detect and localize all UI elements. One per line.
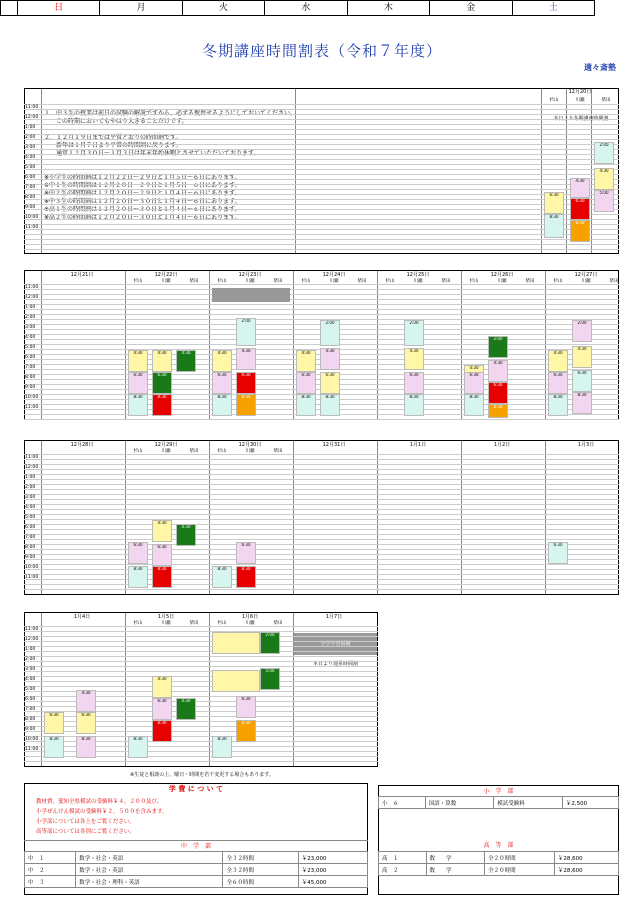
- week3-date: 1月3日: [577, 442, 595, 448]
- grid-line: [24, 144, 619, 145]
- time-label: 12:00: [25, 295, 39, 300]
- time-label: 3:00: [25, 145, 36, 150]
- lesson-block: 6:30: [464, 372, 484, 394]
- lesson-block: 5:00: [260, 668, 280, 690]
- grid-line: [24, 104, 619, 105]
- grid-line: [24, 459, 619, 460]
- grid-line: [24, 154, 619, 155]
- lesson-block: 6:30: [152, 544, 172, 566]
- grid-line: [24, 661, 378, 662]
- week4-date: 1月7日: [325, 614, 343, 620]
- time-label: 1:00: [25, 647, 36, 652]
- grid-line: [24, 504, 619, 505]
- grid-line: [24, 304, 619, 305]
- grid-line: [24, 656, 378, 657]
- sub-name: 柴田: [273, 449, 283, 454]
- jh-fee-table: [24, 851, 368, 888]
- grid-line: [24, 681, 378, 682]
- grid-line: [24, 564, 619, 565]
- grid-line: [24, 589, 619, 590]
- hs-fee-table: [378, 851, 619, 876]
- time-label: 6:00: [25, 697, 36, 702]
- lesson-block: 5:00: [594, 190, 614, 212]
- grid-line: [24, 519, 619, 520]
- time-label: 10:00: [25, 395, 39, 400]
- table-row: 高 １ 数 学 全２０時間 ￥28,600: [379, 852, 619, 864]
- sub-name: 柴田: [273, 621, 283, 626]
- grid-line: [24, 194, 619, 195]
- fee-line: 小学部については各上をご覧ください。: [36, 819, 135, 825]
- time-label: 11:00: [25, 405, 39, 410]
- lesson-block: 4:30: [464, 365, 484, 387]
- sub-name: 柴田: [441, 279, 451, 284]
- time-label: 12:00: [25, 637, 39, 642]
- day-fri: 金: [429, 1, 511, 15]
- grid-line: [24, 299, 619, 300]
- fee-line: 教材費、愛知全県模試の受験料￥４，２００及び、: [36, 799, 163, 805]
- grid-line: [24, 214, 619, 215]
- lesson-block: 2:00: [404, 320, 424, 346]
- lesson-block: 2:00: [236, 318, 256, 346]
- lesson-block: 8:30: [320, 394, 340, 416]
- grid-line: [24, 499, 619, 500]
- time-label: 8:00: [25, 717, 36, 722]
- lesson-block: 4:30: [152, 676, 172, 698]
- week1-date: 12月20日: [568, 89, 592, 95]
- grid-line: [24, 514, 619, 515]
- grid-line: [24, 676, 378, 677]
- sub-name: 杉山: [217, 279, 227, 284]
- table-row: 中 ３ 数学・社会・理科・英語 全６０時間 ￥45,000: [25, 876, 368, 888]
- time-label: 11:00: [25, 285, 39, 290]
- grid-line: [24, 554, 619, 555]
- grid-line: [24, 584, 619, 585]
- lesson-block: 8:30: [128, 566, 148, 588]
- sub-name: 川瀬: [245, 449, 255, 454]
- time-label: 8:00: [25, 195, 36, 200]
- lesson-block: 6:30: [76, 712, 96, 734]
- time-label: 11:00: [25, 747, 39, 752]
- lesson-block: 8:30: [152, 394, 172, 416]
- grid-line: [24, 464, 619, 465]
- grid-line: [24, 209, 619, 210]
- time-label: 11:00: [25, 627, 39, 632]
- lesson-block: 4:30: [594, 168, 614, 190]
- grid-line: [24, 204, 619, 205]
- sub-name: 柴田: [609, 279, 619, 284]
- sub-name: 杉山: [217, 621, 227, 626]
- time-label: 3:00: [25, 495, 36, 500]
- week2-date: 12月25日: [406, 272, 430, 278]
- time-label: 11:00: [25, 455, 39, 460]
- grid-line: [24, 469, 619, 470]
- time-label: 8:00: [25, 545, 36, 550]
- grid-line: [24, 419, 619, 420]
- grid-line: [24, 454, 619, 455]
- time-label: 11:00: [25, 105, 39, 110]
- week3-date: 12月28日: [70, 442, 94, 448]
- sub-name: 川瀬: [581, 279, 591, 284]
- grid-line: [24, 159, 619, 160]
- time-label: 7:00: [25, 707, 36, 712]
- lesson-block: 4:30: [76, 690, 96, 712]
- sub-name: 川瀬: [161, 279, 171, 284]
- day-thu: 木: [347, 1, 429, 15]
- lesson-block: 6:30: [488, 382, 508, 404]
- time-label: 12:00: [25, 115, 39, 120]
- week3-date: 12月30日: [238, 442, 262, 448]
- grid-line: [24, 239, 619, 240]
- sub-name: 川瀬: [413, 279, 423, 284]
- grid-line: [24, 626, 378, 627]
- time-label: 9:00: [25, 205, 36, 210]
- grid-line: [24, 234, 619, 235]
- day-tue: 火: [182, 1, 264, 15]
- time-label: 6:00: [25, 525, 36, 530]
- week1-sub-3: 柴田: [601, 98, 611, 103]
- grid-line: [24, 169, 619, 170]
- week1-label: 本日より冬期講座時間割: [553, 116, 609, 122]
- time-label: 9:00: [25, 555, 36, 560]
- time-label: 11:00: [25, 225, 39, 230]
- grid-line: [24, 294, 619, 295]
- time-label: 5:00: [25, 687, 36, 692]
- lesson-block: 8:30: [236, 394, 256, 416]
- week4-date: 1月6日: [241, 614, 259, 620]
- week2-date: 12月24日: [322, 272, 346, 278]
- grid-line: [24, 559, 619, 560]
- grid-line: [24, 164, 619, 165]
- time-label: 5:00: [25, 345, 36, 350]
- time-label: 11:00: [25, 575, 39, 580]
- sub-name: 柴田: [189, 449, 199, 454]
- lesson-block: 6:30: [44, 712, 64, 734]
- lesson-block: 4:30: [296, 350, 316, 372]
- grid-line: [24, 119, 619, 120]
- el-fee-table: [378, 796, 619, 809]
- sub-name: 柴田: [189, 279, 199, 284]
- time-label: 9:00: [25, 727, 36, 732]
- lesson-block: 2:00: [260, 632, 280, 654]
- grid-line: [24, 224, 619, 225]
- fee-line: 高等部については各別にご覧ください。: [36, 829, 135, 835]
- lesson-block: 6:30: [404, 372, 424, 394]
- week1-sub-1: 杉山: [549, 98, 559, 103]
- lesson-block: 8:30: [464, 394, 484, 416]
- time-label: 2:00: [25, 315, 36, 320]
- lesson-block: 8:30: [128, 394, 148, 416]
- time-label: 12:00: [25, 465, 39, 470]
- week3-date: 12月29日: [154, 442, 178, 448]
- time-label: 4:00: [25, 335, 36, 340]
- time-label: 1:00: [25, 475, 36, 480]
- grid-line: [24, 179, 619, 180]
- lesson-block: 6:30: [572, 370, 592, 392]
- grid-line: [24, 479, 619, 480]
- lesson-block: 8:30: [572, 392, 592, 414]
- week2-date: 12月27日: [574, 272, 598, 278]
- lesson-block: 2:00: [488, 336, 508, 358]
- lesson-block: 8:30: [544, 214, 564, 238]
- grid-line: [24, 124, 619, 125]
- time-label: 10:00: [25, 737, 39, 742]
- time-label: 2:00: [25, 657, 36, 662]
- grid-line: [24, 314, 619, 315]
- day-sun: 日: [17, 1, 99, 15]
- week2-date: 12月23日: [238, 272, 262, 278]
- time-label: 3:00: [25, 325, 36, 330]
- grid-line: [24, 149, 619, 150]
- sub-name: 杉山: [385, 279, 395, 284]
- time-label: 1:00: [25, 125, 36, 130]
- time-label: 5:00: [25, 515, 36, 520]
- lesson-block: 4:30: [176, 524, 196, 546]
- grid-line: [24, 174, 619, 175]
- lesson-block: 2:00: [320, 320, 340, 346]
- time-label: 3:00: [25, 667, 36, 672]
- time-label: 1:00: [25, 305, 36, 310]
- grid-line: [24, 199, 619, 200]
- grid-line: [24, 109, 619, 110]
- lesson-block: 4:30: [572, 346, 592, 368]
- lesson-block: 8:30: [570, 220, 590, 242]
- lesson-block: 6:30: [548, 542, 568, 564]
- grid-line: [24, 761, 378, 762]
- grid-line: [24, 549, 619, 550]
- sub-name: 杉山: [133, 449, 143, 454]
- sub-name: 川瀬: [245, 279, 255, 284]
- grid-line: [24, 539, 619, 540]
- time-label: 6:00: [25, 175, 36, 180]
- weekday-header: [0, 0, 595, 16]
- grid-line: [24, 636, 378, 637]
- time-label: 4:00: [25, 677, 36, 682]
- lesson-block: 6:30: [544, 192, 564, 214]
- lesson-block: 8:30: [404, 394, 424, 416]
- grid-line: [24, 524, 619, 525]
- grid-line: [24, 651, 378, 652]
- lesson-block: 8:30: [236, 566, 256, 588]
- lesson-block: 8:30: [76, 736, 96, 758]
- grid-line: [24, 219, 619, 220]
- fees-lines: [36, 797, 168, 837]
- lesson-block: 6:30: [296, 372, 316, 394]
- grid-line: [24, 249, 619, 250]
- week2-date: 12月21日: [70, 272, 94, 278]
- el-title: 小 学 部: [483, 788, 514, 795]
- lesson-block: 8:30: [548, 394, 568, 416]
- lesson-block: 4:30: [176, 350, 196, 372]
- table-row: 中 ２ 数学・社会・英語 全３２時間 ￥23,000: [25, 864, 368, 876]
- day-mon: 月: [99, 1, 181, 15]
- grid-line: [24, 229, 619, 230]
- lesson-block: 6:30: [236, 372, 256, 394]
- time-label: 4:00: [25, 155, 36, 160]
- sub-name: 杉山: [553, 279, 563, 284]
- time-label: 9:00: [25, 385, 36, 390]
- lesson-block: 4:30: [152, 520, 172, 542]
- time-label: 7:00: [25, 185, 36, 190]
- week4-date: 1月5日: [157, 614, 175, 620]
- lesson-block: 8:30: [44, 736, 64, 758]
- hs-title: 高 等 部: [483, 842, 514, 849]
- mock-block: [212, 632, 260, 654]
- lesson-block: 6:30: [548, 372, 568, 394]
- grid-line: [24, 666, 378, 667]
- lesson-block: 4:30: [320, 348, 340, 370]
- table-row: 中 １ 数学・社会・英語 全３２時間 ￥23,000: [25, 852, 368, 864]
- fees-title: 学 費 に つ い て: [168, 785, 224, 793]
- grid-line: [24, 579, 619, 580]
- grid-line: [24, 284, 619, 285]
- sub-name: 川瀬: [161, 621, 171, 626]
- sub-name: 杉山: [301, 279, 311, 284]
- grid-line: [24, 509, 619, 510]
- week2-date: 12月22日: [154, 272, 178, 278]
- time-label: 2:00: [25, 135, 36, 140]
- week4-mock-label: 小学学習模擬: [294, 633, 377, 655]
- notes-text: １．中３生の授業は前日の試験の解説ですから、必ずる復習せるようにしておいてください。 この時期においてもやはり大きることだけです。 ２．１２月１９日までは平常どおりの時間割です。 新年は１月７日より平常の時間割に戻ります。 通常１２月３０日～１月３日は年末年始休暇とさせていただいております。 ※小学生の時間割は１２月２２日～２９日と１月５日～６日にあります。 ※中１生の時間割は１２月２０日～２９日と１月５日～６日にあります。 ※中２生の時間割は１２月２０日～２９日と１月４日～６日にあります。 ※中３生の時間割は１２月２０日～３０日と１月４日～６日にあります。 ※高１生の時間割は１２月２０日～３０日と１月４日～６日にあります。 ※高２生の時間割は１２月２０日～３０日と１月４日～６日にあります。: [44, 110, 297, 221]
- grid-line: [24, 686, 378, 687]
- sub-name: 柴田: [189, 621, 199, 626]
- time-label: 10:00: [25, 215, 39, 220]
- time-label: 5:00: [25, 165, 36, 170]
- table-row: 小 ６ 国語・算数 模試受験料 ￥2,500: [379, 797, 619, 809]
- lesson-block: 6:30: [236, 542, 256, 564]
- week3-date: 12月31日: [322, 442, 346, 448]
- lesson-block: 4:30: [488, 360, 508, 382]
- lesson-block: 4:30: [212, 350, 232, 372]
- grid-line: [24, 184, 619, 185]
- lesson-block: 6:30: [570, 198, 590, 220]
- lesson-block: 6:30: [128, 372, 148, 394]
- fee-line: 小学ぜんけん模試の受験料￥２，５００を含みます。: [36, 809, 168, 815]
- lesson-block: 6:30: [152, 698, 172, 720]
- lesson-block: 6:30: [128, 542, 148, 564]
- grid-line: [24, 129, 619, 130]
- sub-name: 柴田: [525, 279, 535, 284]
- grid-line: [24, 134, 619, 135]
- table-row: 高 ２ 数 学 全２０時間 ￥28,600: [379, 864, 619, 876]
- time-label: 7:00: [25, 365, 36, 370]
- lesson-block: 8:30: [236, 720, 256, 742]
- lesson-block: 8:30: [128, 736, 148, 758]
- sub-name: 川瀬: [329, 279, 339, 284]
- time-label: 2:00: [25, 485, 36, 490]
- lesson-block: 4:30: [176, 698, 196, 720]
- grid-line: [24, 114, 619, 115]
- lesson-block: 8:30: [152, 720, 172, 742]
- sub-name: 柴田: [357, 279, 367, 284]
- day-wed: 水: [264, 1, 346, 15]
- grid-line: [24, 534, 619, 535]
- lesson-block: 8:30: [296, 394, 316, 416]
- lesson-block: 8:30: [212, 736, 232, 758]
- footer-note: ※生徒と相談の上、曜日・時間を若干変更する場合もあります。: [130, 772, 274, 778]
- lesson-block: 2:00: [572, 320, 592, 342]
- grid-line: [24, 474, 619, 475]
- grid-line: [24, 631, 378, 632]
- time-label: 10:00: [25, 565, 39, 570]
- grid-line: [24, 489, 619, 490]
- lesson-block: 6:30: [236, 696, 256, 718]
- grid-line: [24, 189, 619, 190]
- mock-block: [212, 670, 260, 692]
- week3-date: 1月2日: [493, 442, 511, 448]
- lesson-block: 6:30: [320, 372, 340, 394]
- lesson-block: 8:30: [212, 394, 232, 416]
- week1-sub-2: 川瀬: [575, 98, 585, 103]
- grid-line: [24, 484, 619, 485]
- sub-name: 杉山: [217, 449, 227, 454]
- lesson-block: 6:30: [152, 372, 172, 394]
- week2-date: 12月26日: [490, 272, 514, 278]
- lesson-block: 8:30: [152, 566, 172, 588]
- grid-line: [24, 529, 619, 530]
- sub-name: 杉山: [133, 621, 143, 626]
- grid-line: [24, 494, 619, 495]
- week3-date: 1月1日: [409, 442, 427, 448]
- week4-date: 1月4日: [73, 614, 91, 620]
- sub-name: 柴田: [273, 279, 283, 284]
- week4-normal-label: 本日より通常時間割: [312, 661, 358, 667]
- jh-title: 中 学 部: [24, 840, 368, 850]
- grid-line: [24, 244, 619, 245]
- grid-line: [24, 646, 378, 647]
- time-label: 6:00: [25, 355, 36, 360]
- sub-name: 川瀬: [245, 621, 255, 626]
- grid-line: [24, 289, 619, 290]
- lesson-block: 8:30: [212, 566, 232, 588]
- grid-line: [24, 574, 619, 575]
- sub-name: 杉山: [469, 279, 479, 284]
- time-label: 8:00: [25, 375, 36, 380]
- page-title: 冬期講座時間割表（令和７年度）: [201, 42, 442, 60]
- grid-line: [24, 569, 619, 570]
- time-label: 4:00: [25, 505, 36, 510]
- school-name: 適々斎塾: [584, 63, 616, 72]
- lesson-block: 4:30: [152, 350, 172, 372]
- grid-line: [24, 641, 378, 642]
- lesson-block: 4:30: [548, 350, 568, 372]
- sub-name: 川瀬: [497, 279, 507, 284]
- lesson-block: 4:30: [128, 350, 148, 372]
- grid-line: [24, 309, 619, 310]
- lesson-block: 4:30: [404, 348, 424, 370]
- grid-line: [24, 139, 619, 140]
- lesson-block: 6:30: [212, 372, 232, 394]
- grid-line: [24, 544, 619, 545]
- grid-line: [24, 671, 378, 672]
- day-sat: 土: [512, 1, 594, 15]
- lesson-block: 8:30: [488, 404, 508, 418]
- lesson-block: 4:30: [570, 178, 590, 198]
- lesson-block: 2:00: [594, 142, 614, 164]
- lesson-block: 4:30: [236, 348, 256, 370]
- time-label: 7:00: [25, 535, 36, 540]
- sub-name: 川瀬: [161, 449, 171, 454]
- notice-block: [212, 288, 290, 302]
- sub-name: 杉山: [133, 279, 143, 284]
